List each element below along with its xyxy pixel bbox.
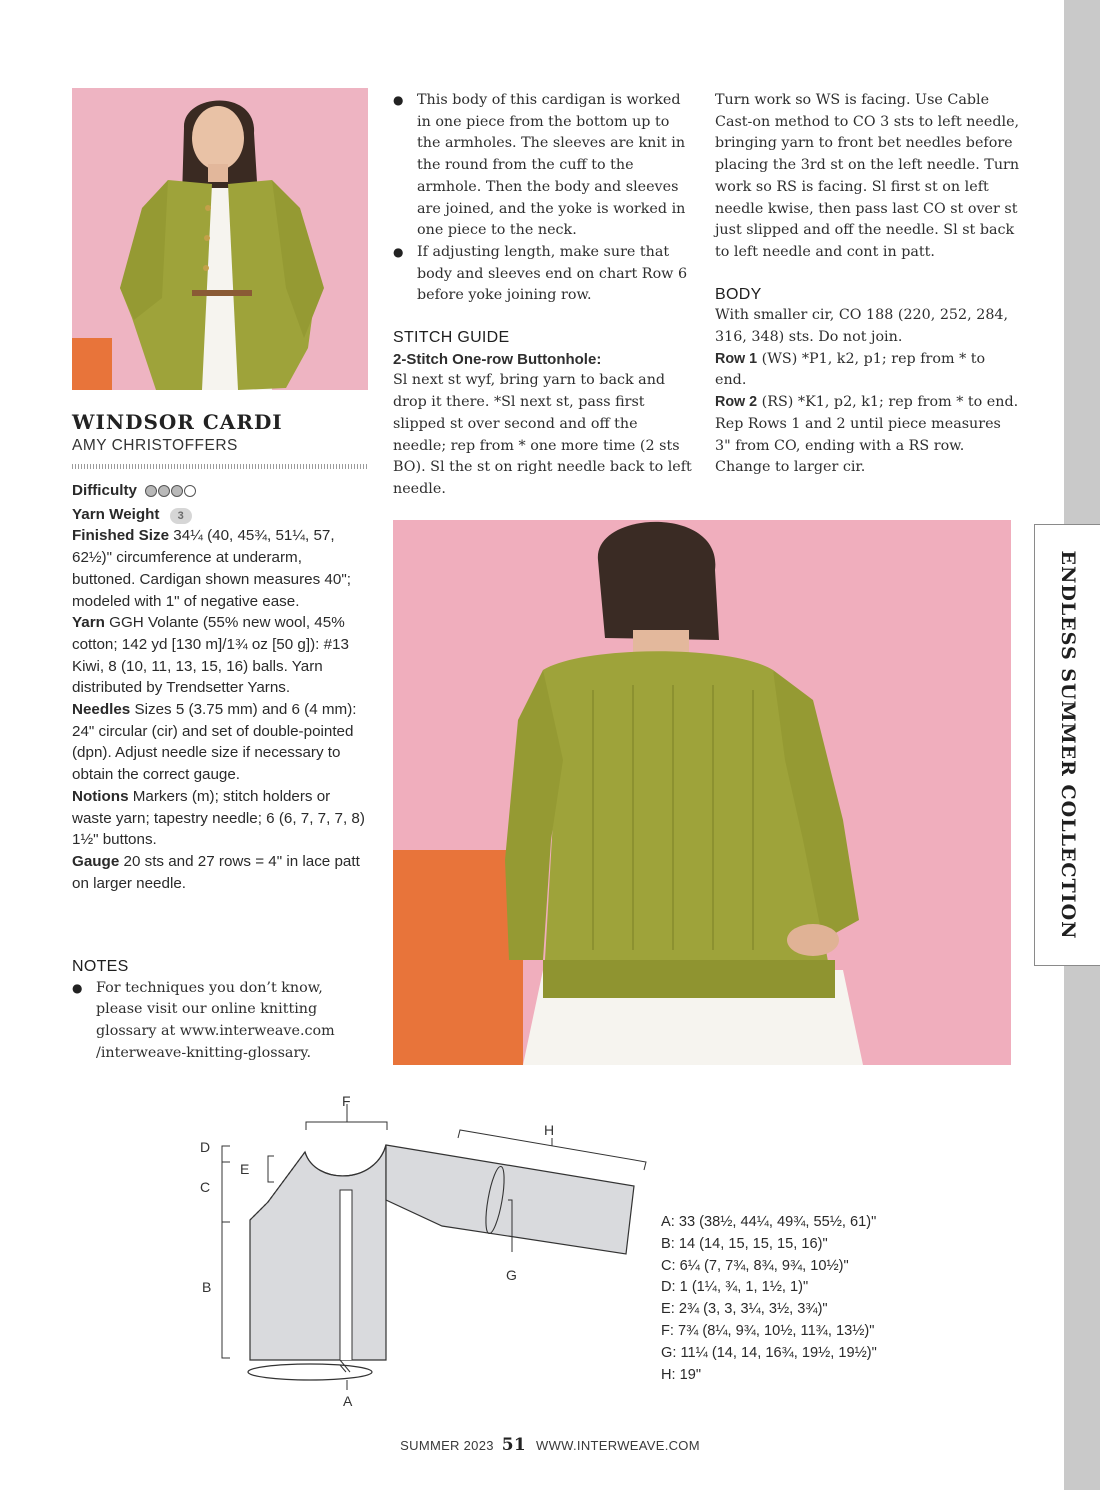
hem-circumference — [248, 1364, 372, 1380]
difficulty-circle-filled — [171, 485, 183, 497]
finished-size-line — [72, 525, 368, 612]
needles-line — [72, 699, 368, 786]
notes-section — [72, 956, 362, 1065]
measurement-d: D: 1 (1¼, ¾, 1, 1½, 1)" — [661, 1279, 809, 1296]
body-instructions — [715, 90, 1020, 479]
buttonhole-text: Sl next st wyf, bring yarn to back and drop it there. *Sl next st, pass first slipped st over second and off the needle; rep from * one more time (2 sts BO). Sl the st on right needle back to left needle. — [393, 372, 692, 497]
difficulty-label: Difficulty — [72, 482, 137, 499]
label-d: D — [200, 1139, 211, 1155]
yarn-line — [72, 612, 368, 699]
section-tab-label: ENDLESS SUMMER COLLECTION — [1056, 550, 1079, 940]
footer-issue: SUMMER 2023 — [400, 1438, 494, 1453]
notes-heading: NOTES — [72, 958, 129, 975]
label-a: A — [343, 1393, 353, 1409]
measurement-a: A: 33 (38½, 44¼, 49¾, 55½, 61)" — [661, 1214, 877, 1230]
cast-on-text: Turn work so WS is facing. Use Cable Cast-on method to CO 3 sts to left needle, bringing yarn to front bet needles before placing the 3rd st on the left needle. Turn work so RS is facing. Sl first st on left needle kwise, then pass last CO st over st just slipped and off the needle. Sl st back to left needle and cont in patt. — [715, 92, 1020, 260]
title-divider — [72, 464, 368, 469]
cardigan-schematic — [190, 1090, 660, 1420]
row2-label: Row 2 — [715, 394, 758, 411]
dim-b — [222, 1222, 230, 1358]
dim-d — [222, 1146, 230, 1162]
label-f: F — [342, 1093, 351, 1109]
measurement-list — [661, 1212, 877, 1386]
label-e: E — [240, 1161, 250, 1177]
stitch-guide-heading: STITCH GUIDE — [393, 329, 510, 347]
model-front-photo — [72, 88, 368, 390]
measurement-c: C: 6¼ (7, 7¾, 8¾, 9¾, 10½)" — [661, 1257, 849, 1274]
finished-size-label: Finished Size — [72, 527, 170, 545]
dim-c — [222, 1162, 230, 1222]
page-number: 51 — [501, 1435, 527, 1455]
body-outline — [250, 1145, 386, 1360]
schematic-shapes — [222, 1104, 646, 1390]
difficulty-circle-filled — [145, 485, 157, 497]
gauge-text: 20 sts and 27 rows = 4" in lace patt on larger needle. — [72, 852, 360, 892]
needles-text: Sizes 5 (3.75 mm) and 6 (4 mm): 24" circular (cir) and set of double-pointed (dpn). Adjust needle size if necessary to obtain the correct gauge. — [72, 701, 357, 784]
body-intro: With smaller cir, CO 188 (220, 252, 284, 316, 348) sts. Do not join. — [715, 307, 1009, 346]
measurement-g: G: 11¼ (14, 14, 16¾, 19½, 19½)" — [661, 1344, 877, 1361]
dim-e — [268, 1156, 274, 1182]
body-heading: BODY — [715, 285, 762, 303]
row1-line — [715, 349, 1020, 392]
model-back-photo — [393, 520, 1011, 1065]
measurement-h: H: 19" — [661, 1366, 702, 1383]
yarn-weight-icon: 3 — [170, 508, 192, 524]
yarn-label: Yarn — [72, 614, 105, 632]
construction-bullet: ● This body of this cardigan is worked in one piece from the bottom up to the armholes. The sleeves are knit in the round from the cuff to the armhole. Then the body and sleeves are joined, and the yoke is worked in one piece to the neck. — [393, 90, 695, 242]
repeat-text: Rep Rows 1 and 2 until piece measures 3" from CO, ending with a RS row. Change to larger cir. — [715, 415, 1001, 476]
difficulty-circle-filled — [158, 485, 170, 497]
model-front-illustration — [72, 88, 368, 390]
difficulty-circle-empty — [184, 485, 196, 497]
gauge-label: Gauge — [72, 852, 120, 870]
page-footer — [0, 1435, 1100, 1455]
needles-label: Needles — [72, 701, 131, 719]
gauge-line — [72, 851, 368, 894]
footer-url: WWW.INTERWEAVE.COM — [536, 1438, 700, 1453]
yarn-weight-line — [72, 504, 368, 526]
pattern-title: WINDSOR CARDI — [72, 410, 283, 434]
difficulty-rating — [145, 482, 197, 504]
label-h: H — [544, 1122, 555, 1138]
difficulty-line — [72, 480, 368, 504]
length-bullet: ● If adjusting length, make sure that body and sleeves end on chart Row 6 before yoke joining row. — [393, 242, 695, 307]
label-g: G — [506, 1267, 517, 1283]
finished-size-text: 34¼ (40, 45¾, 51¼, 57, 62½)" circumference at underarm, buttoned. Cardigan shown measures 40"; modeled with 1" of negative ease. — [72, 527, 351, 610]
yarn-text: GGH Volante (55% new wool, 45% cotton; 142 yd [130 m]/1¾ oz [50 g]): #13 Kiwi, 8 (10, 11, 13, 15, 16) balls. Yarn distributed by Trendsetter Yarns. — [72, 614, 349, 697]
label-b: B — [202, 1279, 212, 1295]
measurement-f: F: 7¾ (8¼, 9¾, 10½, 11¾, 13½)" — [661, 1322, 875, 1339]
model-back-illustration — [393, 520, 1011, 1065]
row1-label: Row 1 — [715, 350, 758, 367]
notions-text: Markers (m); stitch holders or waste yarn; tapestry needle; 6 (6, 7, 7, 7, 8) 1½" buttons. — [72, 787, 365, 849]
schematic-drawing — [190, 1090, 660, 1420]
buttonhole-heading: 2-Stitch One-row Buttonhole: — [393, 350, 602, 368]
dim-f — [306, 1122, 387, 1130]
front-opening — [340, 1190, 352, 1360]
pattern-author: AMY CHRISTOFFERS — [72, 437, 238, 454]
yarn-weight-label: Yarn Weight — [72, 505, 160, 523]
notes-continued — [393, 90, 695, 501]
row1-text: (WS) *P1, k2, p1; rep from * to end. — [715, 350, 986, 389]
section-tab — [1034, 524, 1100, 966]
notes-bullet: ● For techniques you don’t know, please visit our online knitting glossary at www.interweave.com /interweave-knitting-glossary. — [72, 978, 362, 1065]
measurement-b: B: 14 (14, 15, 15, 15, 16)" — [661, 1235, 828, 1252]
measurement-e: E: 2¾ (3, 3, 3¼, 3½, 3¾)" — [661, 1301, 828, 1318]
row2-line — [715, 392, 1020, 414]
pattern-specs — [72, 480, 368, 894]
row2-text: (RS) *K1, p2, k1; rep from * to end. — [761, 394, 1019, 411]
notions-label: Notions — [72, 787, 129, 805]
notions-line — [72, 786, 368, 851]
label-c: C — [200, 1179, 211, 1195]
